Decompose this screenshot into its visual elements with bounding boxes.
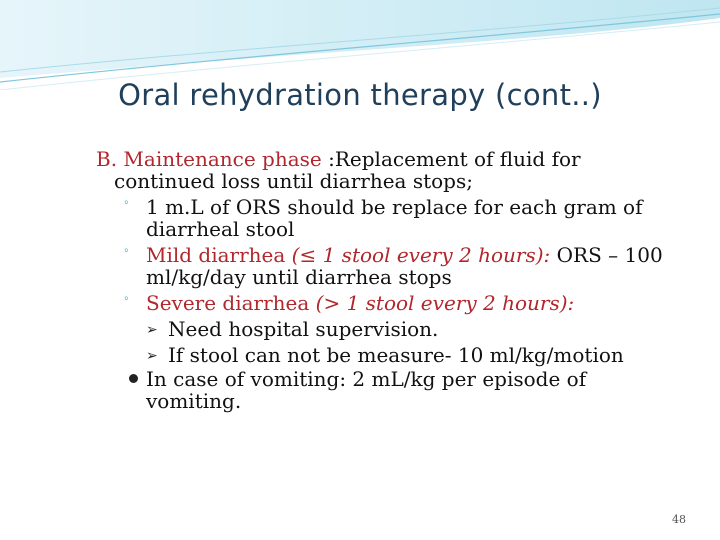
maintenance-phase-label: B. Maintenance phase bbox=[96, 147, 322, 171]
slide-body bbox=[96, 148, 696, 412]
bullet-text-cont: diarrheal stool bbox=[146, 217, 295, 241]
sub-bullet-text: Need hospital supervision. bbox=[168, 317, 439, 341]
mild-diarrhea-label: Mild diarrhea bbox=[146, 243, 286, 267]
vomiting-text: In case of vomiting: 2 mL/kg per episode of bbox=[146, 367, 587, 391]
sub-bullet-measure bbox=[96, 344, 696, 366]
maintenance-text: :Replacement of fluid for bbox=[321, 147, 581, 171]
vomiting-text-cont: vomiting. bbox=[146, 389, 242, 413]
bullet-mild-diarrhea bbox=[96, 244, 696, 266]
bullet-ors-per-gram-cont bbox=[96, 218, 696, 240]
arrow-bullet-icon: ➢ bbox=[146, 322, 158, 338]
header-wave-decoration bbox=[0, 0, 720, 90]
dot-bullet-icon bbox=[129, 374, 138, 383]
mild-diarrhea-criteria: (≤ 1 stool every 2 hours): bbox=[285, 243, 551, 267]
bullet-text: 1 m.L of ORS should be replace for each gram of bbox=[146, 195, 643, 219]
paragraph-maintenance-cont bbox=[96, 170, 696, 192]
mild-diarrhea-text: ORS – 100 bbox=[550, 243, 663, 267]
arrow-bullet-icon: ➢ bbox=[146, 348, 158, 364]
paragraph-maintenance bbox=[96, 148, 696, 170]
bullet-ors-per-gram bbox=[96, 196, 696, 218]
bullet-vomiting bbox=[96, 368, 696, 390]
maintenance-text-cont: continued loss until diarrhea stops; bbox=[114, 169, 473, 193]
wave-bullet-icon: ﾟ bbox=[124, 199, 132, 217]
slide-title: Oral rehydration therapy (cont..) bbox=[118, 78, 602, 112]
bullet-mild-diarrhea-cont bbox=[96, 266, 696, 288]
sub-bullet-supervision bbox=[96, 318, 696, 340]
bullet-vomiting-cont bbox=[96, 390, 696, 412]
sub-bullet-text: If stool can not be measure- 10 ml/kg/motion bbox=[168, 343, 624, 367]
wave-bullet-icon: ﾟ bbox=[124, 295, 132, 313]
wave-bullet-icon: ﾟ bbox=[124, 247, 132, 265]
severe-diarrhea-label: Severe diarrhea bbox=[146, 291, 310, 315]
severe-diarrhea-criteria: (> 1 stool every 2 hours): bbox=[309, 291, 575, 315]
mild-diarrhea-text-cont: ml/kg/day until diarrhea stops bbox=[146, 265, 452, 289]
page-number: 48 bbox=[672, 513, 686, 526]
bullet-severe-diarrhea bbox=[96, 292, 696, 314]
